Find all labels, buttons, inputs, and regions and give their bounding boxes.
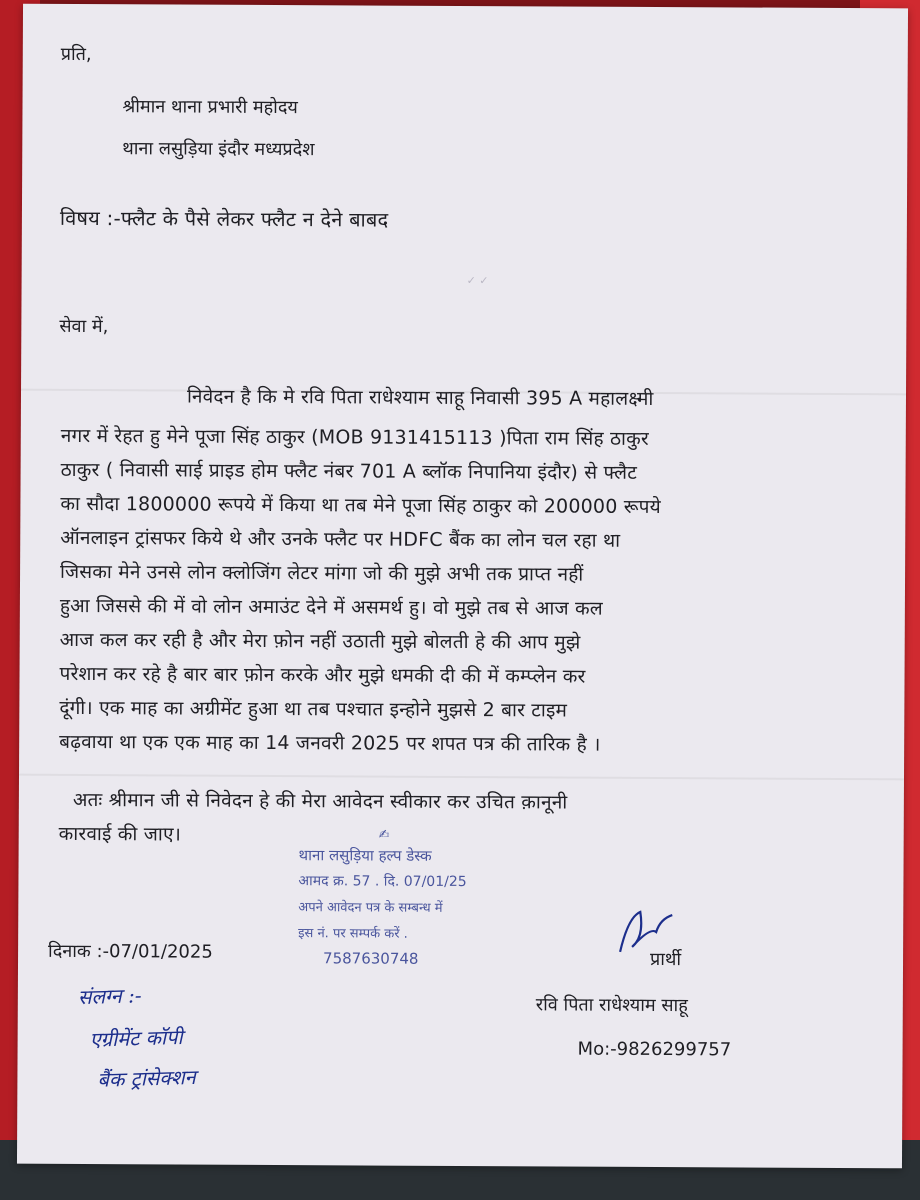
stamp-line-2: आमद क्र. 57 . दि. 07/01/25 xyxy=(298,873,467,891)
enclosure-heading: संलग्न :- xyxy=(77,983,142,1010)
addressee-line-2: थाना लसुड़िया इंदौर मध्यप्रदेश xyxy=(122,138,315,161)
body-line: का सौदा 1800000 रूपये में किया था तब मेने पूजा सिंह ठाकुर को 200000 रूपये xyxy=(60,492,661,519)
subject-line: विषय :-फ्लैट के पैसे लेकर फ्लैट न देने बाबद xyxy=(59,205,389,232)
addressee-line-1: श्रीमान थाना प्रभारी महोदय xyxy=(122,96,298,119)
body-line: बढ़वाया था एक एक माह का 14 जनवरी 2025 पर शपत पत्र की तारिक है । xyxy=(59,730,601,756)
body-line: निवेदन है कि मे रवि पिता राधेश्याम साहू निवासी 395 A महालक्ष्मी xyxy=(186,385,654,410)
applicant-label: प्रार्थी xyxy=(649,948,682,971)
applicant-mobile: Mo:-9826299757 xyxy=(577,1038,732,1061)
closing-line: अतः श्रीमान जी से निवेदन हे की मेरा आवेदन स्वीकार कर उचित क़ानूनी xyxy=(72,788,568,814)
body-line: नगर में रेहत हु मेने पूजा सिंह ठाकुर (MOB 9131415113 )पिता राम सिंह ठाकुर xyxy=(60,424,649,450)
faint-mark: ✓ ✓ xyxy=(466,274,489,288)
body-line: ऑनलाइन ट्रांसफर किये थे और उनके फ्लैट पर HDFC बैंक का लोन चल रहा था xyxy=(60,526,621,552)
closing-line: कारवाई की जाए। xyxy=(58,822,182,846)
stamp-mark: ✍ xyxy=(378,827,390,843)
salutation: सेवा में, xyxy=(59,315,109,338)
fold-line xyxy=(19,774,904,781)
enclosure-item: बैंक ट्रांसेक्शन xyxy=(97,1064,197,1092)
body-line: ठाकुर ( निवासी साई प्राइड होम फ्लैट नंबर 701 A ब्लॉक निपानिया इंदौर) से फ्लैट xyxy=(60,458,638,484)
body-line: परेशान कर रहे है बार बार फ़ोन करके और मुझे धमकी दी की में कम्प्लेन कर xyxy=(59,662,586,688)
to-label: प्रति, xyxy=(60,43,92,66)
body-line: जिसका मेने उनसे लोन क्लोजिंग लेटर मांगा जो की मुझे अभी तक प्राप्त नहीं xyxy=(60,560,584,586)
body-line: दूंगी। एक माह का अग्रीमेंट हुआ था तब पश्चात इन्होने मुझसे 2 बार टाइम xyxy=(59,696,568,722)
stamp-phone: 7587630748 xyxy=(323,949,419,968)
applicant-name: रवि पिता राधेश्याम साहू xyxy=(535,994,688,1017)
body-line: हुआ जिससे की में वो लोन अमाउंट देने में असमर्थ हु। वो मुझे तब से आज कल xyxy=(59,594,603,620)
date-line: दिनाक :-07/01/2025 xyxy=(48,940,213,963)
stamp-line-4: इस नं. पर सम्पर्क करें . xyxy=(298,926,408,942)
body-line: आज कल कर रही है और मेरा फ़ोन नहीं उठाती मुझे बोलती हे की आप मुझे xyxy=(59,628,581,654)
stamp-line-1: थाना लसुड़िया हल्प डेस्क xyxy=(298,846,432,865)
enclosure-item: एग्रीमेंट कॉपी xyxy=(89,1024,183,1052)
letter-paper xyxy=(17,4,908,1169)
stamp-line-3: अपने आवेदन पत्र के सम्बन्ध में xyxy=(298,900,443,916)
